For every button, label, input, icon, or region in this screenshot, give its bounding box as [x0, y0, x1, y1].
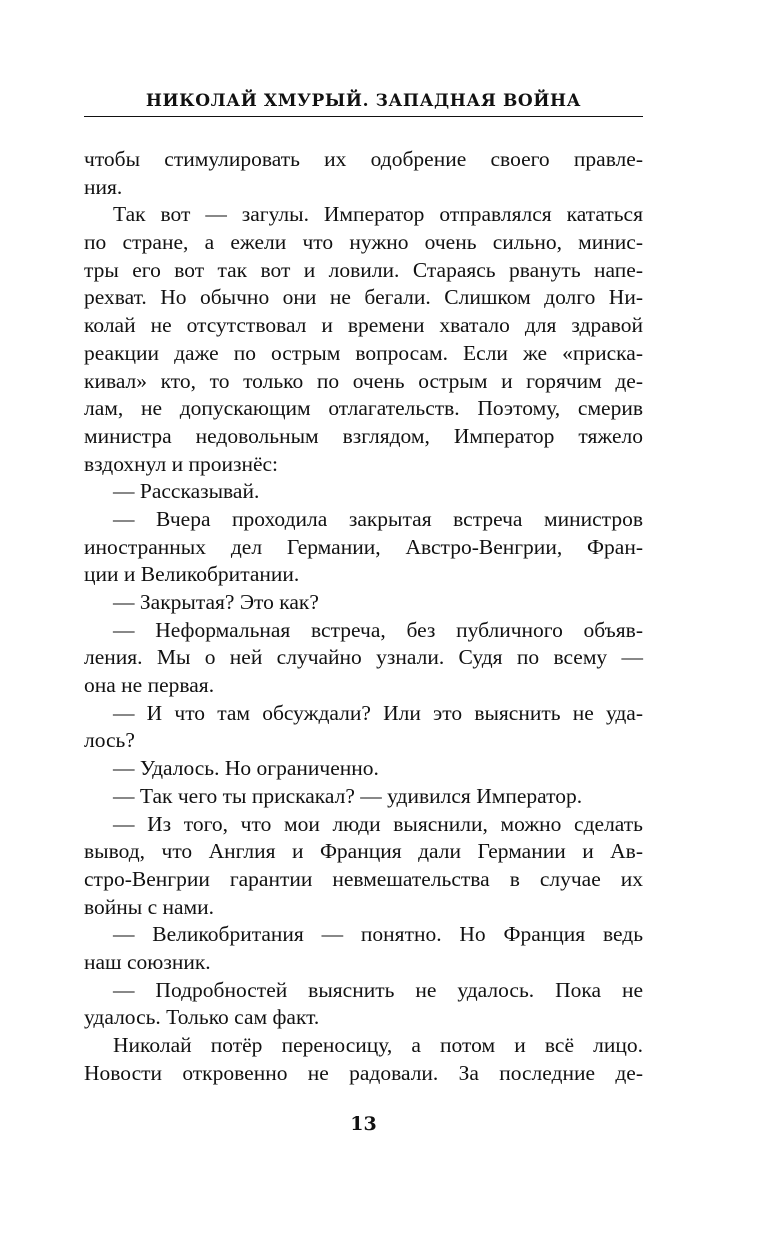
- text-line: министра недовольным взглядом, Император тяжело: [84, 423, 643, 448]
- text-line: Николай потёр переносицу, а потом и всё лицо.: [113, 1033, 643, 1057]
- text-line: — Неформальная встреча, без публичного объяв-: [113, 617, 643, 642]
- text-line: наш союзник.: [84, 949, 211, 974]
- text-line: вздохнул и произнёс:: [84, 451, 279, 476]
- text-line: — Удалось. Но ограниченно.: [113, 756, 379, 781]
- text-line: реакции даже по острым вопросам. Если же «приска-: [84, 340, 643, 365]
- text-line: ния.: [84, 174, 123, 199]
- text-line: — Подробностей выяснить не удалось. Пока не: [113, 977, 643, 1002]
- text-line: — Рассказывай.: [113, 479, 260, 504]
- text-line: лам, не допускающим отлагательств. Поэтому, смерив: [84, 396, 643, 421]
- text-line: стро-Венгрии гарантии невмешательства в случае их: [84, 866, 643, 891]
- text-line: лось?: [84, 728, 135, 753]
- text-line: она не первая.: [84, 673, 215, 698]
- text-line: войны с нами.: [84, 894, 215, 919]
- text-line: — Из того, что мои люди выяснили, можно сделать: [113, 811, 643, 836]
- text-line: Новости откровенно не радовали. За последние де-: [84, 1060, 643, 1085]
- text-line: — Закрытая? Это как?: [113, 590, 319, 614]
- page-number: 13: [350, 1113, 377, 1135]
- text-line: Так вот — загулы. Император отправлялся кататься: [113, 202, 643, 227]
- text-line: колай не отсутствовал и времени хватало для здравой: [84, 313, 643, 338]
- text-line: чтобы стимулировать их одобрение своего правле-: [84, 147, 643, 171]
- text-line: — И что там обсуждали? Или это выяснить не уда-: [113, 700, 643, 725]
- text-line: — Так чего ты прискакал? — удивился Император.: [113, 783, 583, 808]
- text-line: тры его вот так вот и ловили. Стараясь рвануть напе-: [84, 257, 643, 282]
- text-line: по стране, а ежели что нужно очень сильно, минис-: [84, 230, 643, 255]
- text-line: вывод, что Англия и Франция дали Германии и Ав-: [84, 839, 643, 864]
- body-text: [84, 146, 643, 1087]
- text-line: ления. Мы о ней случайно узнали. Судя по всему —: [84, 645, 643, 670]
- text-line: иностранных дел Германии, Австро-Венгрии, Фран-: [84, 534, 643, 559]
- text-line: — Вчера проходила закрытая встреча министров: [113, 506, 643, 531]
- text-line: ции и Великобритании.: [84, 562, 300, 587]
- text-line: кивал» кто, то только по очень острым и горячим де-: [84, 368, 643, 393]
- text-line: — Великобритания — понятно. Но Франция ведь: [113, 922, 643, 947]
- header-rule: [84, 116, 643, 117]
- running-header: НИКОЛАЙ ХМУРЫЙ. ЗАПАДНАЯ ВОЙНА: [145, 91, 582, 111]
- text-line: удалось. Только сам факт.: [84, 1005, 320, 1030]
- text-line: рехват. Но обычно они не бегали. Слишком долго Ни-: [84, 285, 643, 310]
